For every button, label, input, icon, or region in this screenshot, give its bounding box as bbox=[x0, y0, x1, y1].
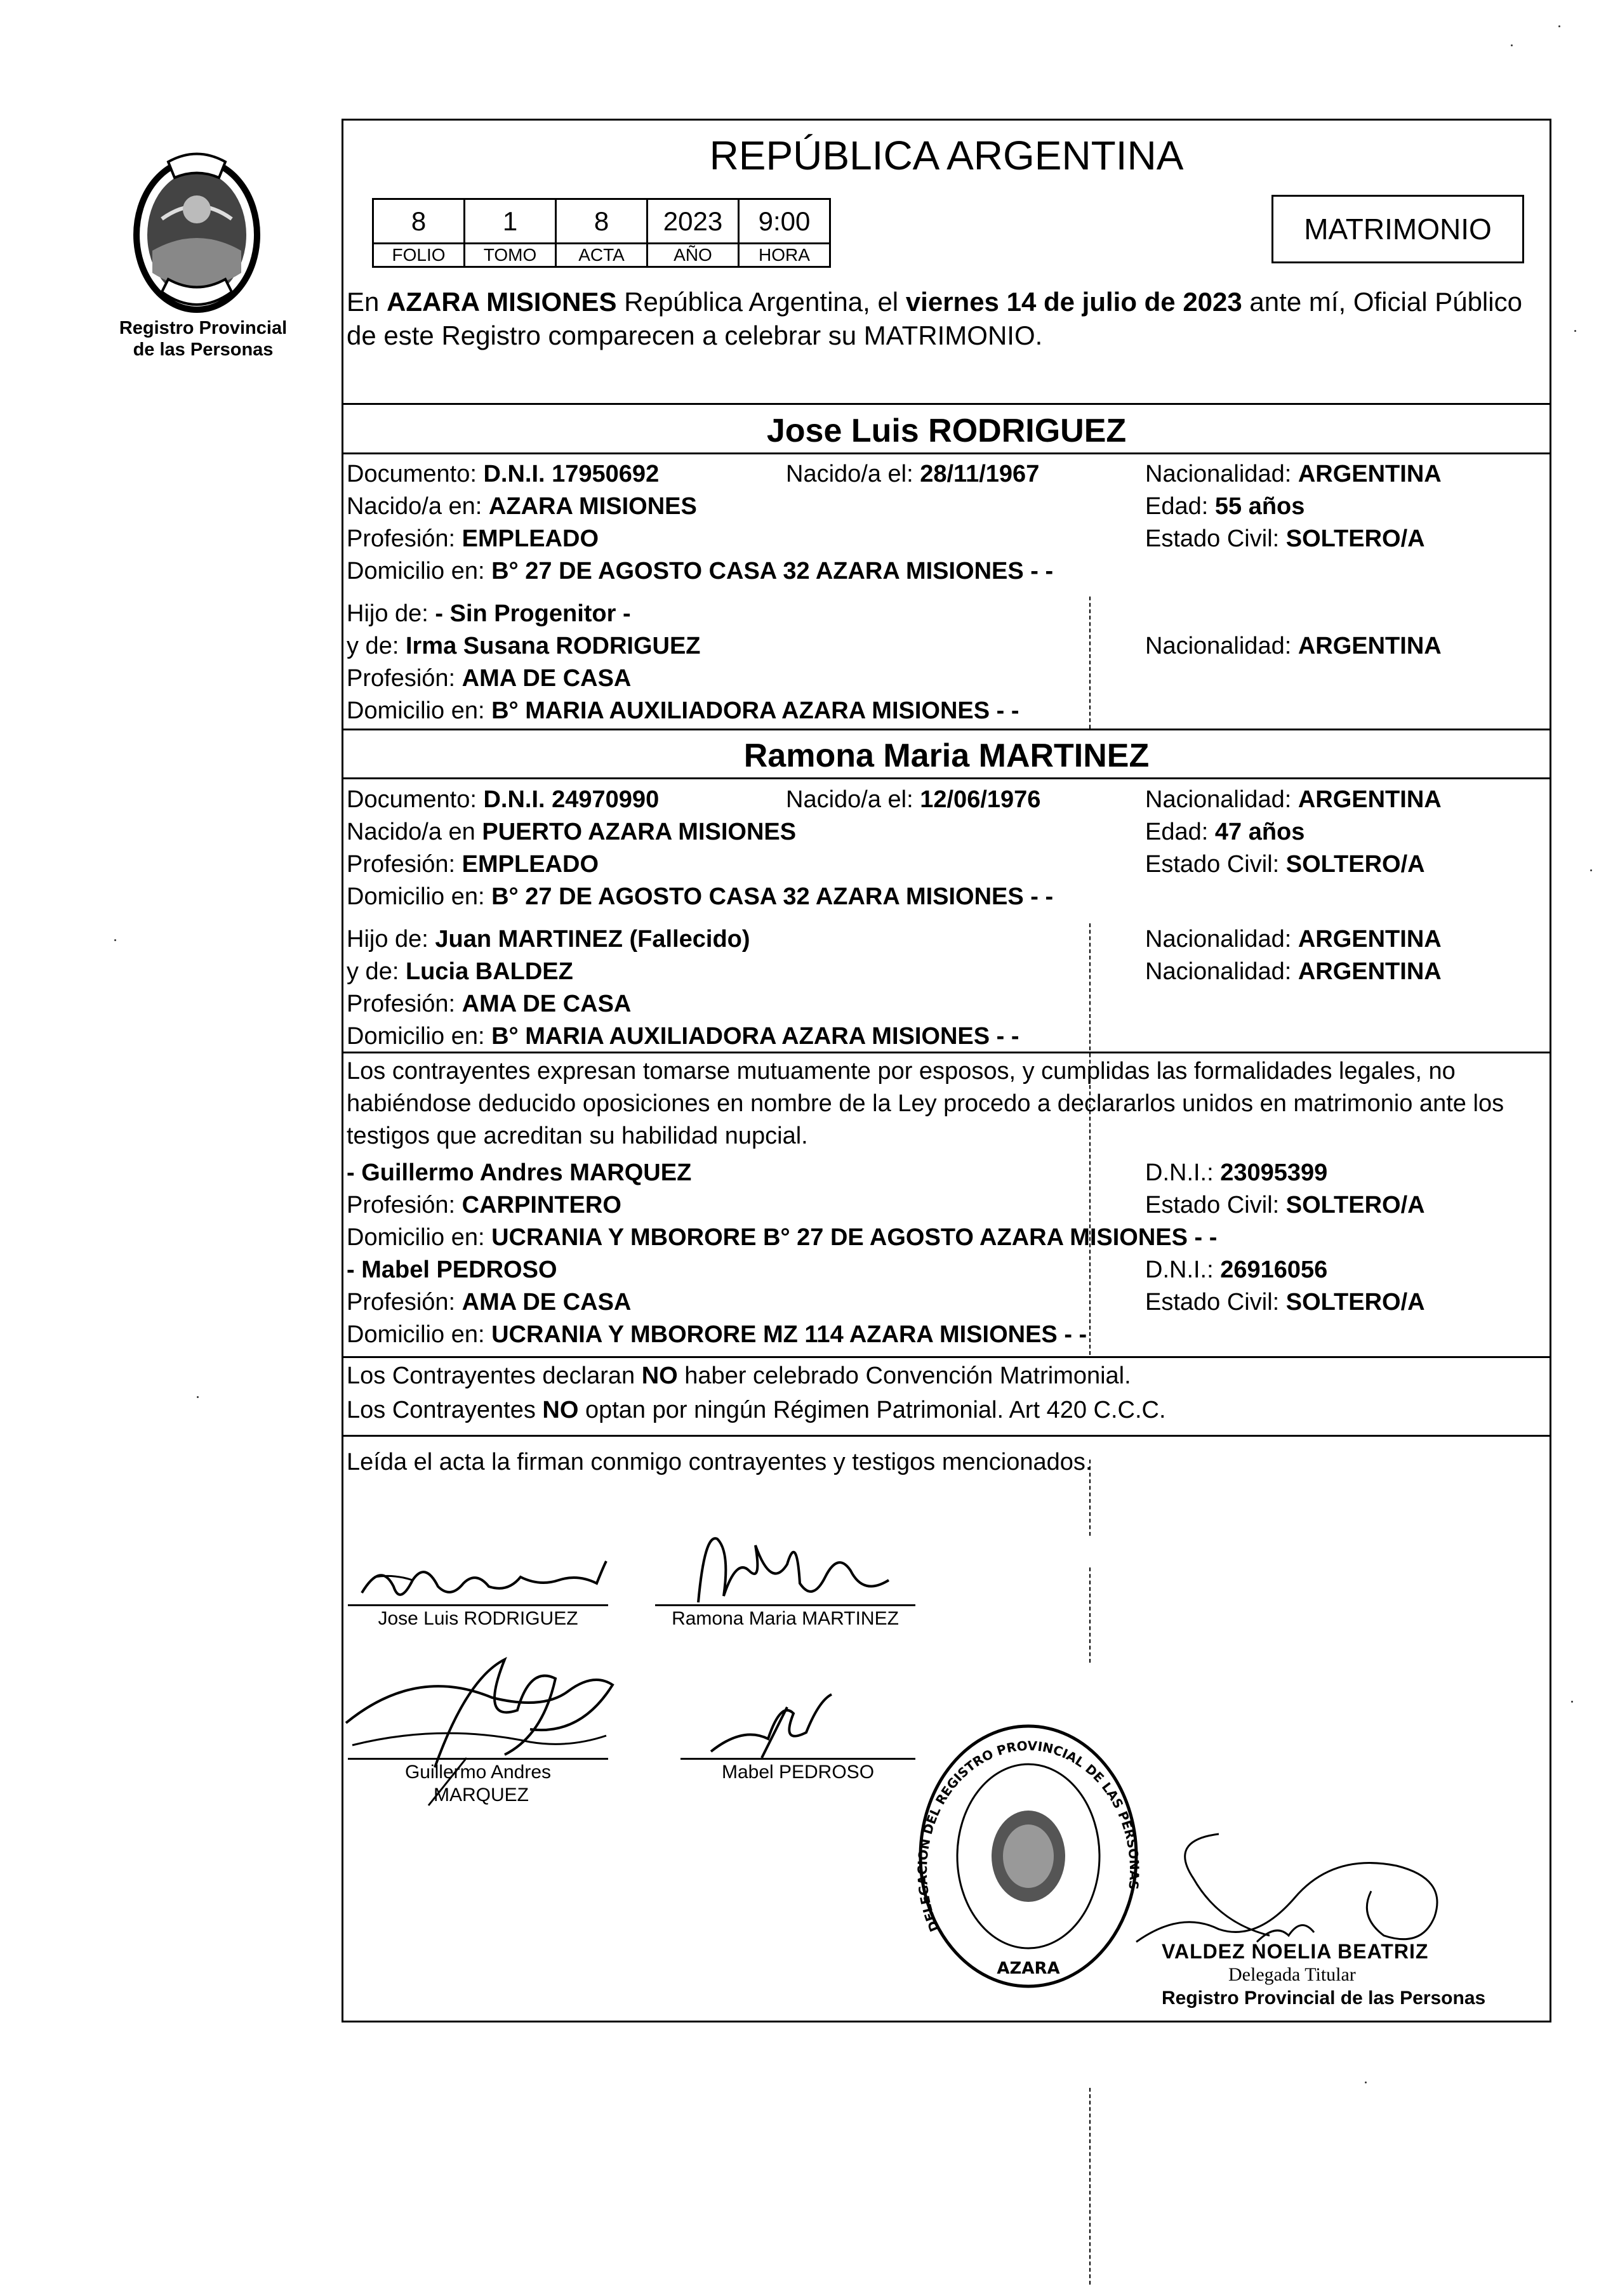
acta-value: 8 bbox=[556, 199, 647, 244]
scan-speck bbox=[1574, 330, 1576, 332]
declaration-paragraph: Los contrayentes expresan tomarse mutuamente por esposos, y cumplidas las formalidades legales, no habiéndose deducido oposiciones en nombre de la Ley procedo a declararlos unidos en matrimonio ante los testigos que acreditan su habilidad nupcial. bbox=[347, 1058, 1504, 1149]
witness2-civil-status bbox=[1145, 1288, 1425, 1316]
field-label: y de: bbox=[347, 958, 406, 985]
field-value: SOLTERO/A bbox=[1285, 1289, 1425, 1316]
field-value: UCRANIA Y MBORORE MZ 114 AZARA MISIONES - - bbox=[491, 1321, 1087, 1348]
field-label: Domicilio en: bbox=[347, 697, 492, 724]
folio-value: 8 bbox=[373, 199, 465, 244]
spouse1-age bbox=[1145, 492, 1304, 520]
field-label: Nacionalidad: bbox=[1145, 926, 1298, 953]
field-value: SOLTERO/A bbox=[1285, 525, 1425, 552]
field-label: Domicilio en: bbox=[347, 558, 492, 584]
field-label: Profesión: bbox=[347, 525, 462, 552]
field-value: ARGENTINA bbox=[1298, 926, 1442, 953]
official-stamp-icon bbox=[914, 1720, 1143, 1993]
spouse1-mother-address bbox=[347, 697, 1019, 725]
official-role: Delegada Titular bbox=[1228, 1964, 1356, 1985]
divider bbox=[342, 1356, 1551, 1358]
intro-date: viernes 14 de julio de 2023 bbox=[905, 287, 1242, 317]
provincial-seal-logo bbox=[117, 149, 276, 317]
intro-text: En bbox=[347, 287, 387, 317]
scan-speck bbox=[1365, 2082, 1367, 2083]
convention-line bbox=[347, 1362, 1131, 1390]
divider bbox=[342, 729, 1551, 730]
divider bbox=[342, 1435, 1551, 1437]
stamp-ring-text-path: DELEGACION DEL REGISTRO PROVINCIAL DE LAS PERSONAS bbox=[914, 1738, 1143, 1934]
field-value: Juan MARTINEZ (Fallecido) bbox=[435, 926, 750, 953]
patrimonial-regime-line bbox=[347, 1396, 1166, 1424]
folio-label: FOLIO bbox=[373, 244, 465, 267]
column-divider bbox=[1089, 1567, 1091, 1663]
spouse2-father bbox=[347, 925, 750, 953]
acta-label: ACTA bbox=[556, 244, 647, 267]
stamp-bottom-text: AZARA bbox=[997, 1959, 1060, 1978]
scan-speck bbox=[1590, 869, 1592, 871]
spouse1-civil-status bbox=[1145, 525, 1425, 553]
margin-fold-line bbox=[1089, 2088, 1091, 2285]
field-label: Hijo de: bbox=[347, 926, 435, 953]
closing-statement: Leída el acta la firman conmigo contrayentes y testigos mencionados. bbox=[347, 1449, 1092, 1475]
field-label: Hijo de: bbox=[347, 600, 435, 627]
field-value: 23095399 bbox=[1220, 1159, 1328, 1186]
field-label: Documento: bbox=[347, 786, 484, 813]
signature-ink-witness2 bbox=[705, 1688, 844, 1764]
document-title: REPÚBLICA ARGENTINA bbox=[709, 133, 1184, 178]
official-name: VALDEZ NOELIA BEATRIZ bbox=[1162, 1940, 1429, 1963]
field-value: - Sin Progenitor - bbox=[435, 600, 631, 627]
field-label: Nacionalidad: bbox=[1145, 786, 1298, 813]
spouse1-profession bbox=[347, 525, 599, 553]
field-label: Nacionalidad: bbox=[1145, 633, 1298, 659]
field-label: Nacido/a en bbox=[347, 819, 482, 845]
scan-speck bbox=[1511, 44, 1513, 46]
field-label: Profesión: bbox=[347, 1289, 462, 1316]
spouse1-nationality bbox=[1145, 460, 1442, 488]
witness2-profession bbox=[347, 1288, 631, 1316]
field-value: NO bbox=[542, 1397, 579, 1423]
signature-caption-spouse2: Ramona Maria MARTINEZ bbox=[672, 1608, 899, 1629]
spouse1-document bbox=[347, 460, 659, 488]
spouse2-document bbox=[347, 786, 659, 814]
spouse2-mother-address bbox=[347, 1022, 1019, 1050]
signature-ink-official bbox=[1130, 1815, 1460, 1955]
witness1-profession bbox=[347, 1191, 621, 1219]
field-value: EMPLEADO bbox=[461, 525, 599, 552]
field-value: CARPINTERO bbox=[461, 1192, 621, 1218]
field-value: B° 27 DE AGOSTO CASA 32 AZARA MISIONES - - bbox=[491, 883, 1054, 910]
column-divider bbox=[1089, 1460, 1091, 1536]
spouse2-father-nationality bbox=[1145, 925, 1442, 953]
field-label: Domicilio en: bbox=[347, 1224, 492, 1251]
field-label: Domicilio en: bbox=[347, 883, 492, 910]
spouse2-civil-status bbox=[1145, 850, 1425, 878]
spouse1-father bbox=[347, 600, 631, 628]
scan-speck bbox=[197, 1396, 199, 1398]
intro-place: AZARA MISIONES bbox=[387, 287, 617, 317]
scan-speck bbox=[1571, 1701, 1573, 1703]
field-value: NO bbox=[641, 1362, 678, 1389]
spouse2-age bbox=[1145, 818, 1304, 846]
field-label: Nacido/a en: bbox=[347, 493, 489, 520]
spouse2-birthdate bbox=[786, 786, 1040, 814]
field-label: Los Contrayentes bbox=[347, 1397, 543, 1423]
column-divider bbox=[1089, 1053, 1091, 1355]
field-label: Profesión: bbox=[347, 665, 462, 692]
field-value: 47 años bbox=[1214, 819, 1305, 845]
field-label: Profesión: bbox=[347, 851, 462, 878]
field-value: AMA DE CASA bbox=[461, 991, 632, 1017]
field-value: PUERTO AZARA MISIONES bbox=[482, 819, 797, 845]
field-value: AMA DE CASA bbox=[461, 665, 632, 692]
signature-ink-witness1 bbox=[340, 1640, 638, 1805]
field-label: Nacido/a el: bbox=[786, 786, 920, 813]
field-value: ARGENTINA bbox=[1298, 461, 1442, 487]
field-value: Irma Susana RODRIGUEZ bbox=[405, 633, 701, 659]
witness1-dni bbox=[1145, 1159, 1327, 1187]
column-divider bbox=[1089, 923, 1091, 1050]
field-value: AMA DE CASA bbox=[461, 1289, 632, 1316]
witness2-name bbox=[347, 1256, 557, 1284]
field-label: Profesión: bbox=[347, 1192, 462, 1218]
intro-paragraph bbox=[347, 285, 1548, 352]
field-label: Estado Civil: bbox=[1145, 1192, 1286, 1218]
registry-caption: Registro Provincial de las Personas bbox=[119, 318, 288, 360]
spouse2-mother bbox=[347, 958, 573, 986]
witness2-address bbox=[347, 1321, 1087, 1349]
tomo-label: TOMO bbox=[465, 244, 556, 267]
field-value: 28/11/1967 bbox=[920, 461, 1040, 487]
hour-label: HORA bbox=[739, 244, 830, 267]
spouse1-mother-profession bbox=[347, 664, 631, 692]
spouse2-profession bbox=[347, 850, 599, 878]
witness1-name bbox=[347, 1159, 691, 1187]
tomo-value: 1 bbox=[465, 199, 556, 244]
spouse2-address bbox=[347, 883, 1053, 911]
field-value: 12/06/1976 bbox=[920, 786, 1041, 813]
spouse2-mother-profession bbox=[347, 990, 631, 1018]
signature-caption-spouse1: Jose Luis RODRIGUEZ bbox=[378, 1608, 578, 1629]
field-label: Estado Civil: bbox=[1145, 851, 1286, 878]
witness1-address bbox=[347, 1224, 1217, 1251]
spouse2-mother-nationality bbox=[1145, 958, 1442, 986]
field-value: UCRANIA Y MBORORE B° 27 DE AGOSTO AZARA MISIONES - - bbox=[491, 1224, 1218, 1251]
field-value: ARGENTINA bbox=[1298, 786, 1442, 813]
field-value: B° MARIA AUXILIADORA AZARA MISIONES - - bbox=[491, 697, 1019, 724]
spouse1-name: Jose Luis RODRIGUEZ bbox=[766, 412, 1127, 449]
official-office: Registro Provincial de las Personas bbox=[1162, 1988, 1486, 2009]
field-value: B° MARIA AUXILIADORA AZARA MISIONES - - bbox=[491, 1023, 1019, 1050]
field-value: 26916056 bbox=[1220, 1257, 1328, 1283]
hour-value: 9:00 bbox=[739, 199, 830, 244]
spouse2-birthplace bbox=[347, 818, 796, 846]
field-value: B° 27 DE AGOSTO CASA 32 AZARA MISIONES - - bbox=[491, 558, 1054, 584]
field-label: Edad: bbox=[1145, 493, 1215, 520]
year-value: 2023 bbox=[647, 199, 739, 244]
spouse1-address bbox=[347, 557, 1053, 585]
field-value: D.N.I. 24970990 bbox=[483, 786, 660, 813]
intro-text: República Argentina, el bbox=[616, 287, 906, 317]
field-label: Nacido/a el: bbox=[786, 461, 920, 487]
spouse2-name: Ramona Maria MARTINEZ bbox=[743, 737, 1150, 774]
signature-caption-witness1: Guillermo Andres bbox=[404, 1762, 552, 1783]
field-label: Estado Civil: bbox=[1145, 1289, 1286, 1316]
scan-speck bbox=[1558, 25, 1560, 27]
field-label: Domicilio en: bbox=[347, 1321, 492, 1348]
field-value: - Mabel PEDROSO bbox=[347, 1257, 557, 1283]
field-label: y de: bbox=[347, 633, 406, 659]
scan-speck bbox=[114, 939, 116, 941]
witness1-civil-status bbox=[1145, 1191, 1425, 1219]
column-divider bbox=[1089, 597, 1091, 729]
field-label: D.N.I.: bbox=[1145, 1159, 1221, 1186]
field-label: Edad: bbox=[1145, 819, 1215, 845]
spouse1-mother-nationality bbox=[1145, 632, 1442, 660]
field-label: Estado Civil: bbox=[1145, 525, 1286, 552]
divider bbox=[342, 777, 1551, 779]
field-label: Nacionalidad: bbox=[1145, 461, 1298, 487]
field-value: Lucia BALDEZ bbox=[405, 958, 573, 985]
divider bbox=[342, 452, 1551, 454]
witness2-dni bbox=[1145, 1256, 1327, 1284]
signature-ink-spouse1 bbox=[355, 1548, 622, 1612]
intro-text: ante mí, Oficial Público de este Registro comparecen a celebrar su MATRIMONIO. bbox=[347, 287, 1522, 350]
spouse1-mother bbox=[347, 632, 701, 660]
divider bbox=[342, 1052, 1551, 1053]
divider bbox=[342, 403, 1551, 405]
field-label: D.N.I.: bbox=[1145, 1257, 1221, 1283]
registry-record-table bbox=[372, 198, 831, 268]
field-value: 55 años bbox=[1214, 493, 1305, 520]
signature-ink-spouse2 bbox=[660, 1520, 914, 1609]
field-label: Profesión: bbox=[347, 991, 462, 1017]
field-value: - Guillermo Andres MARQUEZ bbox=[347, 1159, 692, 1186]
spouse1-birthplace bbox=[347, 492, 697, 520]
act-type-box: MATRIMONIO bbox=[1271, 195, 1524, 263]
field-label: Documento: bbox=[347, 461, 484, 487]
seal-emblem-icon bbox=[117, 149, 276, 317]
field-label: haber celebrado Convención Matrimonial. bbox=[677, 1362, 1131, 1389]
field-value: AZARA MISIONES bbox=[488, 493, 697, 520]
signature-caption-witness1-surname: MARQUEZ bbox=[434, 1785, 529, 1805]
field-value: SOLTERO/A bbox=[1285, 851, 1425, 878]
year-label: AÑO bbox=[647, 244, 739, 267]
signature-caption-witness2: Mabel PEDROSO bbox=[721, 1762, 875, 1783]
field-value: ARGENTINA bbox=[1298, 958, 1442, 985]
field-value: D.N.I. 17950692 bbox=[483, 461, 660, 487]
field-label: optan por ningún Régimen Patrimonial. Art 420 C.C.C. bbox=[578, 1397, 1166, 1423]
field-label: Los Contrayentes declaran bbox=[347, 1362, 642, 1389]
field-label: Nacionalidad: bbox=[1145, 958, 1298, 985]
field-value: SOLTERO/A bbox=[1285, 1192, 1425, 1218]
field-value: EMPLEADO bbox=[461, 851, 599, 878]
spouse2-nationality bbox=[1145, 786, 1442, 814]
field-label: Domicilio en: bbox=[347, 1023, 492, 1050]
field-value: ARGENTINA bbox=[1298, 633, 1442, 659]
spouse1-birthdate bbox=[786, 460, 1039, 488]
